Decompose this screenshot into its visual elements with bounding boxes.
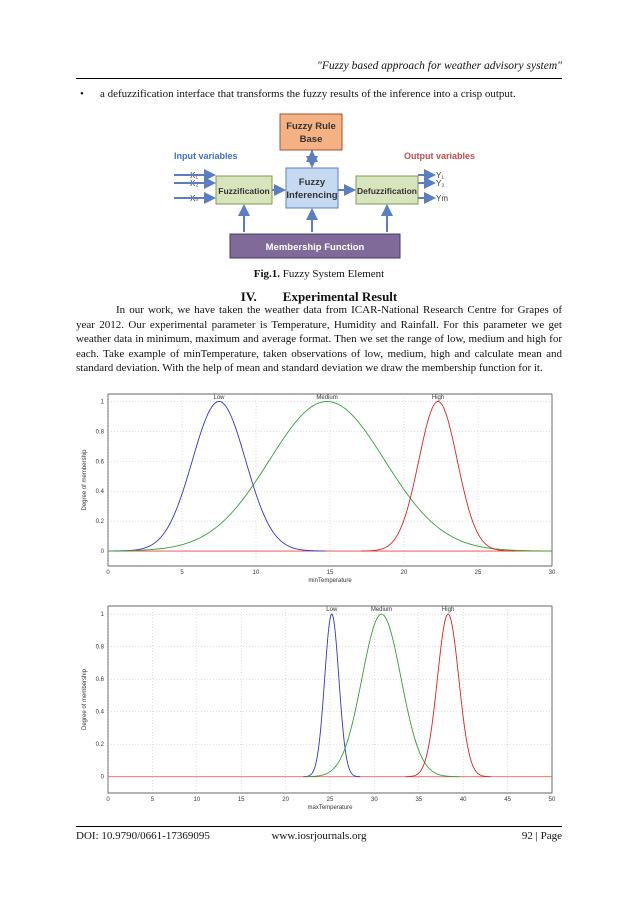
- input-x2: X₂: [190, 179, 199, 188]
- input-variables-label: Input variables: [174, 151, 238, 161]
- series-label-medium: Medium: [316, 395, 338, 401]
- x-axis-label: maxTemperature: [307, 805, 353, 811]
- rule-base-label-1: Fuzzy Rule: [286, 121, 336, 132]
- series-label-high: High: [431, 395, 445, 401]
- input-xn: Xₙ: [190, 194, 199, 203]
- y-tick-label: 0.4: [95, 709, 104, 716]
- y-tick-label: 0.2: [95, 742, 104, 749]
- defuzzification-label: Defuzzification: [357, 186, 417, 196]
- y-tick-label: 0.4: [95, 489, 104, 496]
- series-label-low: Low: [326, 607, 338, 613]
- y-axis-label: Degree of membership: [82, 449, 88, 511]
- section-title: Experimental Result: [282, 289, 398, 304]
- plot-frame: [108, 394, 552, 566]
- x-tick-label: 45: [504, 797, 511, 803]
- x-tick-label: 10: [193, 797, 201, 803]
- footer-site: www.iosrjournals.org: [271, 830, 367, 842]
- y-tick-label: 0: [100, 549, 104, 556]
- x-tick-label: 5: [180, 570, 184, 576]
- x-tick-label: 15: [326, 570, 334, 576]
- chart-max-temperature: [76, 600, 566, 815]
- x-tick-label: 40: [459, 797, 467, 803]
- footer-rule: [76, 826, 562, 827]
- chart-min-temperature: [76, 388, 566, 588]
- membership-label: Membership Function: [265, 242, 365, 253]
- fuzzification-label: Fuzzification: [218, 186, 270, 196]
- section-number: IV.: [240, 289, 257, 304]
- running-header: "Fuzzy based approach for weather advisory system": [317, 60, 562, 72]
- x-tick-label: 0: [106, 797, 110, 803]
- x-tick-label: 30: [548, 570, 556, 576]
- y-axis-label: Degree of membership: [82, 668, 88, 731]
- input-x1: X₁: [190, 171, 199, 180]
- y-tick-label: 0.8: [95, 429, 104, 436]
- y-tick-label: 0.6: [95, 677, 104, 684]
- series-label-high: High: [441, 607, 455, 613]
- x-tick-label: 5: [150, 797, 155, 803]
- x-tick-label: 0: [106, 570, 110, 576]
- output-ym: Ym: [436, 194, 448, 203]
- x-tick-label: 20: [400, 570, 408, 576]
- x-tick-label: 35: [415, 797, 423, 803]
- inferencing-box: [286, 168, 338, 208]
- x-tick-label: 15: [237, 797, 245, 803]
- y-tick-label: 0.8: [95, 644, 104, 651]
- bullet-symbol: •: [80, 88, 84, 100]
- output-variables-label: Output variables: [404, 151, 476, 161]
- header-rule: [76, 78, 562, 79]
- x-tick-label: 30: [371, 797, 378, 803]
- series-label-medium: Medium: [370, 607, 393, 613]
- x-tick-label: 25: [326, 797, 334, 803]
- output-y2: Y₂: [436, 179, 445, 188]
- series-label-low: Low: [213, 395, 225, 401]
- x-tick-label: 25: [474, 570, 482, 576]
- footer-doi: DOI: 10.9790/0661-17369095: [76, 830, 210, 842]
- rule-base-label-2: Base: [299, 134, 323, 145]
- body-paragraph-text: In our work, we have taken the weather data from ICAR-National Research Centre for Grapes of year 2012. Our experimental parameter is Temperature, Humidity and Rainfall. For this parameter we get weather data in minimum, maximum and average format. Then we set the range of low, medium and high for each. Take example of minTemperature, taken observations of low, medium, high and calculate mean and standard deviation. With the help of mean and standard deviation we draw the membership function for it.: [76, 304, 562, 375]
- x-tick-label: 10: [252, 570, 260, 576]
- figure-caption-text: Fuzzy System Element: [282, 268, 385, 280]
- y-tick-label: 1: [100, 399, 104, 406]
- y-tick-label: 1: [100, 612, 104, 619]
- y-tick-label: 0.2: [95, 519, 104, 526]
- fuzzy-system-diagram: [160, 108, 480, 264]
- y-tick-label: 0: [100, 774, 104, 781]
- inferencing-label-1: Fuzzy: [298, 177, 326, 188]
- figure-caption: [0, 268, 638, 280]
- y-tick-label: 0.6: [95, 459, 104, 466]
- x-tick-label: 20: [282, 797, 289, 803]
- x-axis-label: minTemperature: [308, 578, 352, 584]
- body-paragraph: [76, 303, 562, 376]
- figure-label: Fig.1.: [253, 268, 281, 280]
- footer-page: 92 | Page: [521, 830, 562, 842]
- x-tick-label: 50: [548, 797, 556, 803]
- inferencing-label-2: Inferencing: [286, 190, 338, 201]
- bullet-text: a defuzzification interface that transforms the fuzzy results of the inference into a crisp output.: [100, 88, 516, 100]
- output-y1: Y₁: [436, 171, 445, 180]
